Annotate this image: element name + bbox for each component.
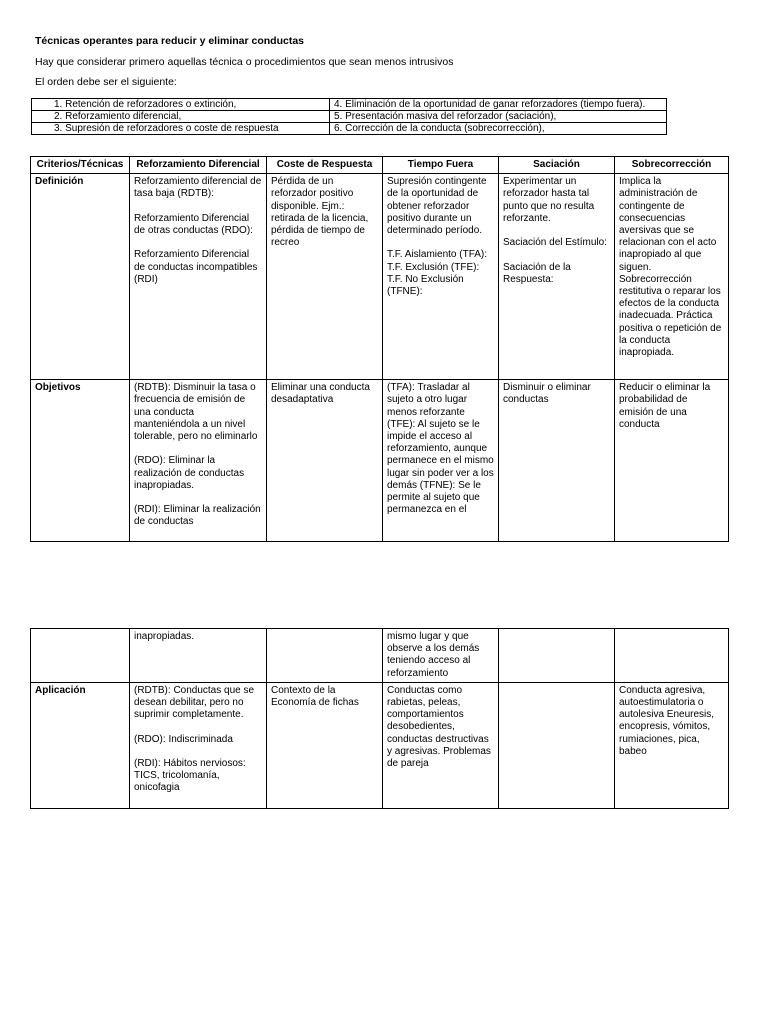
cell-text: Saciación de la Respuesta: xyxy=(503,261,571,285)
header-criterios: Criterios/Técnicas xyxy=(31,157,130,174)
cell-text: (RDO): Eliminar la realización de conductas inapropiadas. xyxy=(134,455,245,491)
techniques-table xyxy=(30,156,729,542)
table-row-objetivos xyxy=(31,380,729,542)
header-sobrecorreccion: Sobrecorrección xyxy=(615,157,729,174)
table-cell xyxy=(499,682,615,808)
intro-text: Hay que considerar primero aquellas técnica o procedimientos que sean menos intrusivos xyxy=(35,56,454,68)
table-cell: Disminuir o eliminar conductas xyxy=(499,380,615,542)
table-header-row xyxy=(31,157,729,174)
table-row-definicion xyxy=(31,174,729,380)
cell-text: (RDO): Indiscriminada xyxy=(134,733,233,745)
table-cell xyxy=(31,629,130,683)
order-row xyxy=(32,111,667,123)
header-reforzamiento: Reforzamiento Diferencial xyxy=(130,157,267,174)
row-label: Objetivos xyxy=(31,380,130,542)
table-cell: (TFA): Trasladar al sujeto a otro lugar menos reforzante (TFE): Al sujeto se le impide el acceso al reforzamiento, aunque permanece en el mismo lugar sin poder ver a los demás (TFNE): Se le permite al sujeto que permanezca en el xyxy=(383,380,499,542)
order-item: 6. Corrección de la conducta (sobrecorrección), xyxy=(330,123,667,135)
cell-text: (RDTB): Conductas que se desean debilitar, pero no suprimir completamente. xyxy=(134,684,255,721)
table-cell: Pérdida de un reforzador positivo disponible. Ejm.: retirada de la licencia, pérdida de tiempo de recreo xyxy=(267,174,383,380)
order-item: 2. Reforzamiento diferencial, xyxy=(32,111,330,123)
cell-text: Reforzamiento diferencial de tasa baja (RDTB): xyxy=(134,176,262,200)
cell-text: Saciación del Estímulo: xyxy=(503,237,607,249)
header-tiempo-fuera: Tiempo Fuera xyxy=(383,157,499,174)
table-cell: Eliminar una conducta desadaptativa xyxy=(267,380,383,542)
order-item: 4. Eliminación de la oportunidad de ganar reforzadores (tiempo fuera). xyxy=(330,99,667,111)
table-cell: Contexto de la Economía de fichas xyxy=(267,682,383,808)
order-row xyxy=(32,99,667,111)
table-cell: mismo lugar y que observe a los demás teniendo acceso al reforzamiento xyxy=(383,629,499,683)
table-cell: inapropiadas. xyxy=(130,629,267,683)
table-cell xyxy=(383,174,499,380)
table-cell xyxy=(267,629,383,683)
table-cell xyxy=(615,629,729,683)
table-cell: Implica la administración de contingente de consecuencias aversivas que se relacionan con el acto inapropiado al que siguen. Sobrecorrección restitutiva o reparar los efectos de la conducta inadecuada. Práctica positiva o repetición de la conducta inapropiada. xyxy=(615,174,729,380)
cell-text: (RDI): Eliminar la realización de conductas xyxy=(134,504,261,528)
table-cell xyxy=(130,174,267,380)
order-item: 1. Retención de reforzadores o extinción, xyxy=(32,99,330,111)
row-label: Aplicación xyxy=(31,682,130,808)
table-row-aplicacion xyxy=(31,682,729,808)
cell-text: (RDI): Hábitos nerviosos: TICS, tricolomanía, onicofagia xyxy=(134,758,246,794)
cell-text: Reforzamiento Diferencial de conductas incompatibles (RDI) xyxy=(134,249,258,285)
cell-text: T.F. Aislamiento (TFA): T.F. Exclusión (TFE): T.F. No Exclusión (TFNE): xyxy=(387,249,488,298)
document-title: Técnicas operantes para reducir y eliminar conductas xyxy=(35,35,305,47)
table-cell xyxy=(499,174,615,380)
table-row-continuation xyxy=(31,629,729,683)
order-row xyxy=(32,123,667,135)
table-cell xyxy=(499,629,615,683)
table-cell: Conducta agresiva, autoestimulatoria o autolesiva Eneuresis, encopresis, vómitos, rumiaciones, pica, babeo xyxy=(615,682,729,808)
table-cell xyxy=(130,380,267,542)
order-label: El orden debe ser el siguiente: xyxy=(35,76,177,88)
table-cell: Reducir o eliminar la probabilidad de emisión de una conducta xyxy=(615,380,729,542)
techniques-table-continued xyxy=(30,628,729,809)
order-item: 5. Presentación masiva del reforzador (saciación), xyxy=(330,111,667,123)
header-coste: Coste de Respuesta xyxy=(267,157,383,174)
header-saciacion: Saciación xyxy=(499,157,615,174)
table-cell xyxy=(130,682,267,808)
row-label: Definición xyxy=(31,174,130,380)
table-cell: Conductas como rabietas, peleas, comportamientos desobedientes, conductas destructivas y agresivas. Problemas de pareja xyxy=(383,682,499,808)
cell-text: Supresión contingente de la oportunidad de obtener reforzador positivo durante un determinado período. xyxy=(387,176,487,237)
cell-text: Reforzamiento Diferencial de otras conductas (RDO): xyxy=(134,212,253,236)
cell-text: Experimentar un reforzador hasta tal punto que no resulta reforzante. xyxy=(503,176,595,224)
cell-text: (RDTB): Disminuir la tasa o frecuencia de emisión de una conducta manteniéndola a un nivel tolerable, pero no eliminarlo xyxy=(134,382,258,443)
order-table xyxy=(31,98,667,135)
order-item: 3. Supresión de reforzadores o coste de respuesta xyxy=(32,123,330,135)
